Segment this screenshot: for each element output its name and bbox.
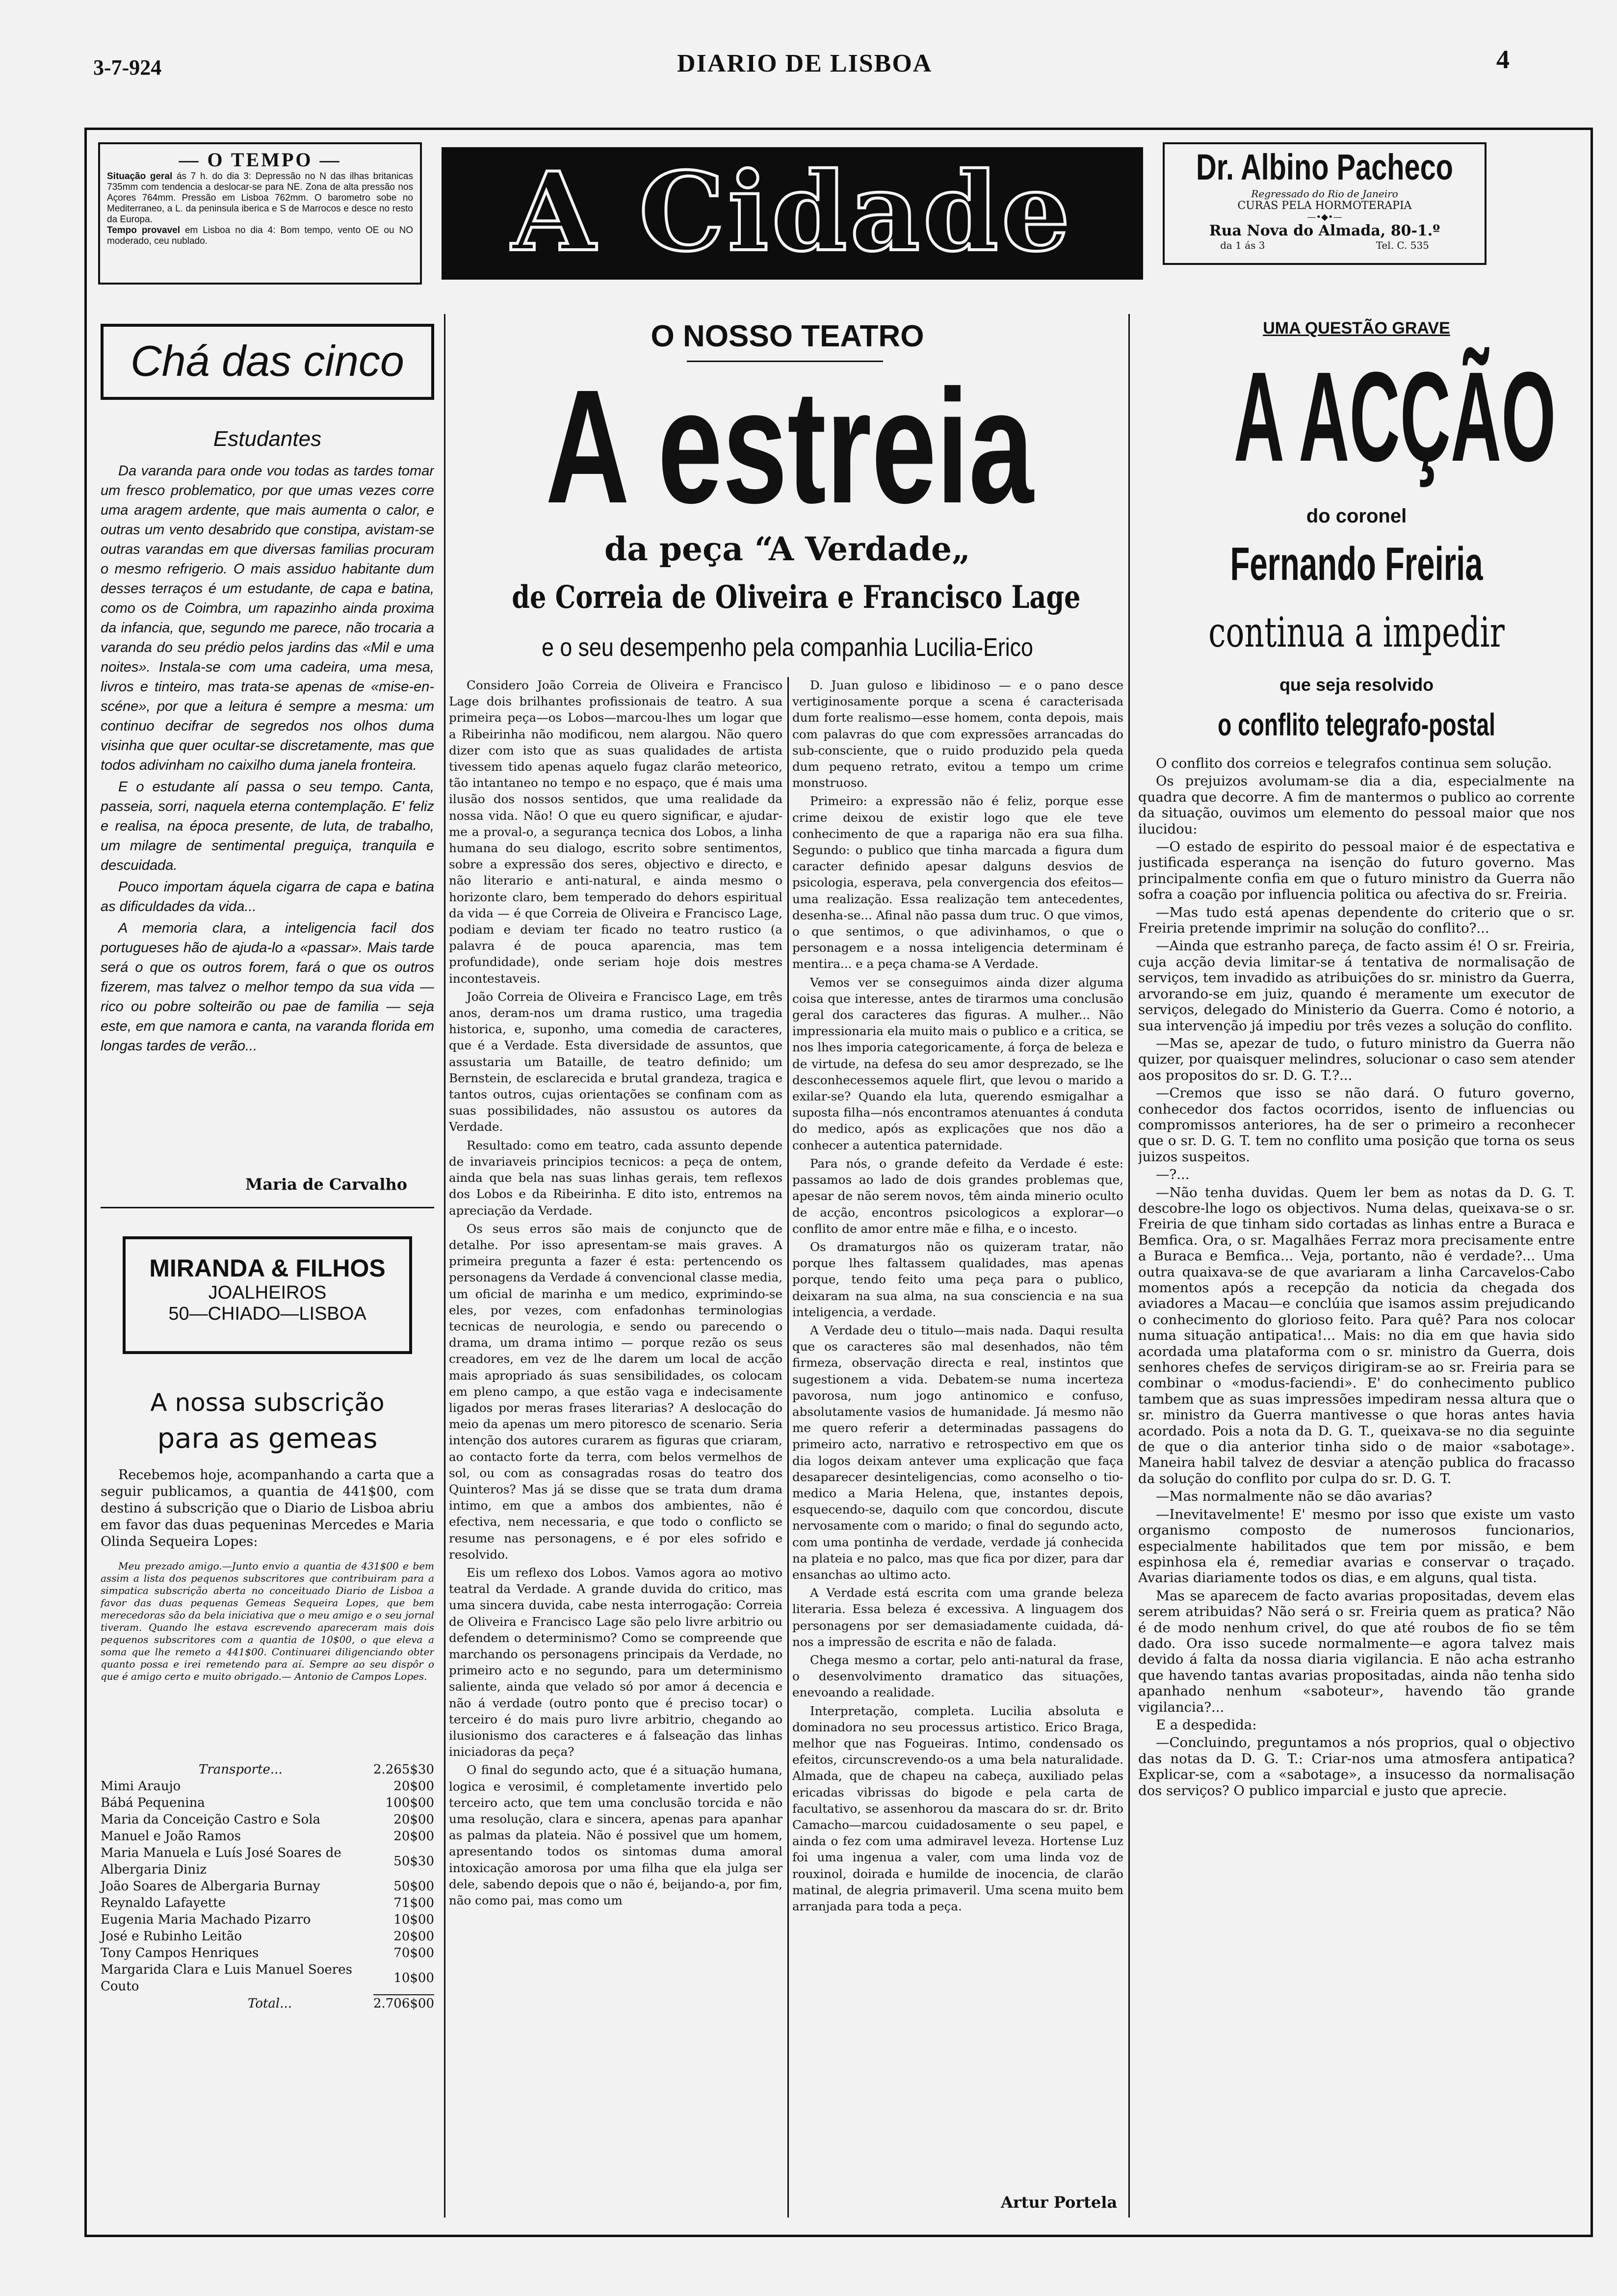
accao-paragraph: —Inevitavelmente! E' mesmo por isso que existe um vasto organismo composto de numerosos funcionarios, especialmente habilitados que tem por missão, e bem espinhosa ela é, remediar avarias e conservar o traçado. Avarias diariamente todos os dias, e em alguns, qual tista. [1138, 1506, 1575, 1586]
table-row: José e Rubinho Leitão 20$00 [101, 1929, 434, 1944]
accao-paragraph: —Cremos que isso se não dará. O futuro governo, conhecedor dos factos ocorridos, isento de influencias ou compromissos anteriores, ha de ser o primeiro a reconhecer que o sr. D. G. T. tem no conflito uma posição que torna os seus juizos suspeitos. [1138, 1085, 1575, 1165]
teatro-paragraph: Chega mesmo a cortar, pelo anti-natural da frase, o desenvolvimento dramatico das situações, enevoando a realidade. [792, 1652, 1123, 1700]
section-title: A Cidade [511, 148, 1073, 275]
weather-lead: Situação geral [107, 171, 173, 182]
teatro-deck3: e o seu desempenho pela companhia Lucilia-Erico [542, 633, 1033, 662]
teatro-headline: A estreia [545, 356, 1034, 537]
teatro-paragraph: Para nós, o grande defeito da Verdade é este: passamos ao lado de dois grandes problemas que, apesar de não serem novos, têm ainda minerio oculto de acção, encontros psicologicos a explorar—o conflito de amor entre mãe e filha, e o incesto. [792, 1156, 1123, 1236]
doctor-ad [1163, 142, 1487, 265]
subscricao-title1: A nossa subscrição [150, 1388, 385, 1417]
subscricao-intro [101, 1467, 434, 1552]
doctor-divider: —•◆•— [1307, 212, 1342, 222]
doctor-line1: Regressado do Rio de Janeiro [1251, 188, 1398, 200]
accao-kicker: UMA QUESTÃO GRAVE [1263, 319, 1450, 338]
accao-headline: A ACÇÃO [1233, 346, 1556, 488]
table-row: Eugenia Maria Machado Pizarro 10$00 [101, 1912, 434, 1927]
cha-divider [101, 1207, 434, 1208]
miranda-name: MIRANDA & FILHOS [149, 1254, 386, 1282]
table-row: Maria da Conceição Castro e Sola 20$00 [101, 1812, 434, 1827]
accao-paragraph: —Ainda que estranho pareça, de facto assim é! O sr. Freiria, cuja acção devia limitar-se á tentativa de normalisação de serviços, tem invadido as atribuições do sr. ministro da Guerra, arvorando-se em juiz, quando é meramente um executor de serviços, delegado do Ministerio da Guerra. Como é notorio, a sua intervenção já impediu por três vezes a solução do conflito. [1138, 938, 1575, 1034]
masthead: DIARIO DE LISBOA [677, 50, 933, 78]
teatro-paragraph: Primeiro: a expressão não é feliz, porque esse crime deixou de existir logo que ele teve conhecimento de que a rapariga não era sua filha. Segundo: o publico que tinha marcada a figura dum caracter definido apesar dalguns desvios de psicologia, esperava, pela convergencia dos efeitos—uma realização. Essa realização tem antecedentes, desenha-se... Afinal não passa dum truc. O que vimos, o que sentimos, o que adivinhamos, o que o personagem e a nossa inteligencia determinam é mentira... e a peça chama-se A Verdade. [792, 794, 1123, 971]
accao-paragraph: —Mas se, apezar de tudo, o futuro ministro da Guerra não quizer, por quaisquer melindres, solucionar o caso sem atender aos propositos do sr. D. G. T.?... [1138, 1035, 1575, 1083]
teatro-paragraph: Vemos ver se conseguimos ainda dizer alguma coisa que interesse, antes de tirarmos uma conclusão geral dos caracteres das figuras. A mulher... Não impressionaria ela muito mais o publico e a critica, se nos lhes imporia categoricamente, á força de beleza e de virtude, na defesa do seu amor desprezado, se lhe desconhecessemos aquele flirt, que levou o marido a exilar-se? Quando ela luta, querendo esmigalhar a suposta filha—nós encontramos atenuantes á conduta do medico, após as explicações que nos dão a conhecer a autentica paternidade. [792, 975, 1123, 1152]
weather-title: — O TEMPO — [179, 149, 341, 171]
accao-body [1138, 756, 1575, 2222]
cha-subtitle: Estudantes [213, 427, 322, 451]
weather-forecast: em Lisboa no dia 4: Bom tempo, vento OE ou NO moderado, ceu nublado. [107, 225, 413, 246]
teatro-paragraph: Considero João Correia de Oliveira e Francisco Lage dois brilhantes profissionais de teatro. A sua primeira peça—os Lobos—marcou-lhes um logar que a Ribeirinha não modificou, nem alargou. Não quero dizer com isto que as suas qualidades de artista tivessem tido apenas aquelo fugaz clarão meteorico, tão intantaneo no tempo e no espaço, que é mais uma ilusão dos nossos sentidos, que uma realidade da nossa vida. Não! O que eu quero significar, e ajudar-me a proval-o, a segurança tecnica dos Lobos, a linha humana do seu dialogo, escrito sobre sentimentos, sobre a expressão dos seres, objectivo e directo, e não literario e anti-natural, e ainda mesmo o horizonte claro, bem temperado do dehors espiritual da vida — é que Correia de Oliveira e Francisco Lage, podiam e deviam ter ficado no teatro rustico (a palavra é de pouca aparencia, mas tem profundidade), onde seriam hoje dois mestres incontestaveis. [449, 678, 782, 986]
column-rule-1 [444, 314, 445, 2218]
accao-paragraph: —Mas tudo está apenas dependente do criterio que o sr. Freiria pretende imprimir na solução do conflito?... [1138, 904, 1575, 937]
accao-deck4: que seja resolvido [1279, 675, 1434, 695]
table-row: Transporte... 2.265$30 [199, 1762, 434, 1777]
teatro-kicker: O NOSSO TEATRO [651, 319, 924, 353]
table-row: Total... 2.706$00 [101, 1995, 434, 2012]
accao-paragraph: —Concluindo, preguntamos a nós proprios, qual o objectivo das notas da D. G. T.: Criar-nos uma atmosfera antipatica? Explicar-se, com a «sabotage», a insucesso da normalisação dos serviços? O publico imparcial e justo que aprecie. [1138, 1735, 1575, 1799]
weather-forecast-lead: Tempo provavel [107, 225, 180, 235]
accao-deck2: Fernando Freiria [1230, 538, 1483, 590]
subscricao-title2: para as gemeas [157, 1423, 378, 1455]
teatro-paragraph: O final do segundo acto, que é a situação humana, logica e verosimil, é completamente invertido pelo terceiro acto, que tem uma conclusão torcida e não uma resolução, clara e sincera, apenas para apanhar as palmas da plateia. Não é possivel que um homem, apresentando todos os sintomas duma amoral intoxicação amorosa por uma filha que ela julga ser dele, sabendo depois que o não é, beijando-a, por fim, não como pai, mas como um [449, 1763, 782, 1908]
teatro-deck2: de Correia de Oliveira e Francisco Lage [512, 579, 1081, 616]
weather-box [98, 142, 422, 285]
table-row: João Soares de Albergaria Burnay 50$00 [101, 1879, 434, 1894]
accao-paragraph: E a despedida: [1156, 1717, 1257, 1733]
subscricao-list [101, 1761, 434, 2012]
teatro-paragraph: D. Juan guloso e libidinoso — e o pano desce vertiginosamente porque a scena é caracterisada dum forte realismo—esse homem, conta depois, mais com palavras do que com expressões arrancadas do sub-consciente, que o ruido produzido pela queda dum pequeno retrato, evitou a tempo um crime monstruoso. [792, 678, 1123, 790]
doctor-line2: CURAS PELA HORMOTERAPIA [1237, 200, 1412, 212]
table-row: Margarida Clara e Luis Manuel Soeres Couto 10$00 [101, 1962, 434, 1994]
column-rule-3 [787, 677, 789, 2218]
teatro-author: Artur Portela [1001, 2193, 1118, 2212]
teatro-paragraph: Resultado: como em teatro, cada assunto depende de invariaveis principios tecnicos: a peça de ontem, ainda que bela nas suas linhas gerais, tem reflexos dos Lobos e da Ribeirinha. E dito isto, entremos na apreciação da Verdade. [449, 1138, 782, 1218]
teatro-col2 [792, 677, 1123, 2188]
teatro-paragraph: Eis um reflexo dos Lobos. Vamos agora ao motivo teatral da Verdade. A grande duvida do critico, mas uma sincera duvida, cabe nesta interrogação: Correia de Oliveira e Francisco Lage são pelo livre arbitrio ou defendem o determinismo? Como se compreende que marchando os personagens principais da Verdade, no primeiro acto e no segundo, para um determinismo saliente, ainda que velado só por amor á decencia e não á verdade (outro ponto que é preciso tocar) o terceiro é do mais puro livre arbitrio, chegando ao ilusionismo dos caracteres e á falseação das linhas iniciadoras da peça? [449, 1565, 782, 1759]
cha-title: Chá das cinco [130, 337, 404, 385]
teatro-col1 [449, 677, 782, 2237]
accao-deck3: continua a impedir [1208, 608, 1505, 656]
accao-deck5: o conflito telegrafo-postal [1218, 707, 1495, 742]
table-row: Mimi Araujo 20$00 [101, 1779, 434, 1794]
table-row: Bábá Pequenina 100$00 [101, 1796, 434, 1810]
teatro-paragraph: A Verdade deu o titulo—mais nada. Daqui resulta que os caracteres são mal desenhados, não têm firmeza, observação directa e real, instintos que sugestionem a vida. Debatem-se numa incerteza pavorosa, num jogo antinomico e confuso, absolutamente vasios de humanidade. Já mesmo não me quero referir a determinadas passagens do primeiro acto, narrativo e retrospectivo em que os dia logos deixam antever uma explicação que faça desaparecer desinteligencias, como aconselho o tio-medico a Maria Helena, que, instantes depois, esquecendo-se, daquilo com que concordou, discute nervosamente com o marido; o final do segundo acto, com uma pontinha de verdade, verdade já conhecida na plateia e no palco, mas que fica por dizer, para dar ensanchas ao ultimo acto. [792, 1323, 1123, 1582]
doctor-hours-phone [1165, 239, 1485, 251]
accao-deck1: do coronel [1306, 505, 1407, 527]
page-number: 4 [1496, 45, 1510, 74]
cha-paragraph: Pouco importam áquela cigarra de capa e batina as dificuldades da vida... [101, 879, 434, 914]
miranda-ad [123, 1236, 412, 1354]
teatro-paragraph: João Correia de Oliveira e Francisco Lage, em três anos, deram-nos um drama rustico, uma tragedia historica, e, suponho, uma comedia de caracteres, que é a Verdade. Esta diversidade de assuntos, que assustaria um Bataille, de teatro definido; um Bernstein, de esclarecida e brutal grandeza, tragica e tantos outros, cujas orientações se confinam com as suas possibilidades, não assustou os autores da Verdade. [449, 989, 782, 1134]
cha-title-box [101, 324, 434, 400]
table-row: Maria Manuela e Luís José Soares de Albergaria Diniz 50$30 [101, 1846, 434, 1877]
doctor-phone: Tel. C. 535 [1376, 239, 1429, 251]
column-rule-2 [1128, 314, 1130, 2218]
subscricao-intro-text: Recebemos hoje, acompanhando a carta que a seguir publicamos, a quantia de 441$00, com destino á subscrição que o Diario de Lisboa abriu em favor das duas pequeninas Mercedes e Maria Olinda Sequeira Lopes: [101, 1467, 434, 1549]
subscricao-letter-text: Meu prezado amigo.—Junto envio a quantia de 431$00 e bem assim a lista dos pequenos subscritores que contribuiram para a simpatica subscrição aberta no conceituado Diario de Lisboa a favor das duas pequenas Gemeas Sequeira Lopes, que bem merecedoras são da bela iniciativa que o meu amigo e o seu jornal tiveram. Quando lhe estava escrevendo apareceram mais dois pequenos subscritores com a quantia de 10$00, o que eleva a soma que lhe remeto a 441$00. Continuarei diligenciando obter quanto possa e irei remetendo para aí. Sempre ao seu dispôr o que é amigo certo e muito obrigado.— Antonio de Campos Lopes. [101, 1560, 434, 1682]
section-banner [442, 147, 1143, 280]
teatro-paragraph: Os dramaturgos não os quizeram tratar, não porque lhes faltassem qualidades, mas apenas porque, tendo feito uma peça para o publico, deixaram na sua alma, na sua consciencia e na sua inteligencia, a verdade. [792, 1239, 1123, 1319]
cha-author: Maria de Carvalho [245, 1175, 408, 1194]
accao-paragraph: —O estado de espirito do pessoal maior é de espectativa e justificada esperança na isenção do futuro governo. Mas principalmente confia em que o futuro ministro da Guerra não sofra a coação por influencia politica ou afectiva do sr. Freiria. [1138, 839, 1575, 903]
accao-paragraph: —?... [1156, 1167, 1190, 1183]
doctor-name: Dr. Albino Pacheco [1196, 147, 1453, 187]
cha-paragraph: A memoria clara, a inteligencia facil dos portugueses hão de ajuda-lo a «passar». Mais tarde será o que os outros forem, fará o que os outros fizerem, mas talvez o melhor tempo da sua vida — rico ou pobre solteirão ou pae de familia — seja este, em que namora e canta, na varanda florida em longas tardes de verão... [101, 920, 434, 1054]
teatro-deck1: da peça “A Verdade„ [604, 530, 970, 568]
doctor-hours: da 1 ás 3 [1220, 239, 1265, 251]
teatro-paragraph: Interpretação, completa. Lucilia absoluta e dominadora no seu processus artistico. Erico Braga, melhor que nas Fogueiras. Intimo, condensado os efeitos, circunscrevendo-os a uma bela naturalidade. Almada, que de chapeu na cabeça, auxiliado pelas ericadas vibrissas do bigode e pela carta de facultativo, se assenhorou da mascara do sr. dr. Brito Camacho—marcou cuidadosamente o seu papel, e ainda o fez com uma admiravel leveza. Hortense Luz foi uma ingenua a valer, com uma linda voz de rouxinol, doirada e humilde de inocencia, de clarão matinal, de alegria primaveril. Uma scena muito bem arranjada para toda a peça. [792, 1703, 1123, 1914]
accao-paragraph: Os prejuizos avolumam-se dia a dia, especialmente na quadra que decorre. A fim de mantermos o publico ao corrente da situação, ouvimos um elemento do pessoal maior que nos ilucidou: [1138, 773, 1575, 837]
table-row: Tony Campos Henriques 70$00 [101, 1946, 434, 1960]
teatro-paragraph: Os seus erros são mais de conjuncto que de detalhe. Por isso apresentam-se mais graves. A primeira pregunta a fazer é esta: pertencendo os personagens da Verdade á convencional classe media, um oficial de marinha e um medico, exprimindo-se eles, por vezes, com enfadonhas terminologias tecnicas de neurologia, e sendo ou parecendo o drama, um drama intimo — porque rezão os seus creadores, em vez de lhe darem um local de acção mais apropriado ás suas sensibilidades, os colocam em pleno campo, a que estão vaga e indecisamente ligados por meras frases literarias? A deslocação do meio da apenas um mero pitoresco de scenario. Seria intenção dos autores curarem as figuras que criaram, ao contacto forte da terra, com belos vermelhos de sol, ou com as consagradas rosas do teatro dos Quinteros? Mas já se disse que se trata dum drama intimo, em que a ambos dos ambientes, não é efectiva, nem necessaria, e que todo o conflicto se resume nas personagens, e é por eles sofrido e resolvido. [449, 1221, 782, 1562]
weather-text [107, 171, 413, 247]
subscricao-table [101, 1761, 434, 2012]
accao-paragraph: O conflito dos correios e telegrafos continua sem solução. [1156, 756, 1552, 771]
doctor-address: Rua Nova do Almada, 80-1.º [1209, 222, 1440, 239]
miranda-line1: JOALHEIROS [208, 1282, 327, 1303]
subscricao-letter [101, 1560, 434, 1754]
miranda-line2: 50—CHIADO—LISBOA [168, 1304, 366, 1324]
accao-paragraph: —Mas normalmente não se dão avarias? [1156, 1488, 1433, 1505]
cha-paragraph: Da varanda para onde vou todas as tardes tomar um fresco problematico, por que umas vezes corre uma aragem ardente, que mais aumenta o calor, e outras um vento desabrido que constipa, avistam-se outras varandas em que diversas familias procuram o mesmo refrigerio. O mais assiduo habitante dum desses terraços é um estudante, de capa e batina, como os de Coimbra, um rapazinho ainda proxima da infancia, que, segundo me parece, não trocaria a varanda do seu prédio pelos jardins das «Mil e uma noites». Instala-se com uma cadeira, uma mesa, livros e tinteiro, mas trata-se apenas de «mise-en-scéne», por que a leitura é sempre a mesma: um continuo decifrar de segredos nos olhos duma visinha que quer ocultar-se discretamente, mas que todos adivinham no caixilho duma janela fronteira. [101, 463, 434, 773]
teatro-paragraph: A Verdade está escrita com uma grande beleza literaria. Essa beleza é excessiva. A linguagem dos personagens por ser demasiadamente cuidada, dá-nos a impressão de escrita e não de falada. [792, 1586, 1123, 1649]
issue-date: 3-7-924 [93, 55, 162, 79]
accao-paragraph: —Não tenha duvidas. Quem ler bem as notas da D. G. T. descobre-lhe logo os objectivos. Numa delas, queixava-se o sr. Freiria de que tinham sido cortadas as linhas entre a Buraca e Bemfica. Ora, o sr. Magalhães Ferraz mora precisamente entre a Buraca e Bemfica... Veja, portanto, não é verdade?... Uma outra quaixava-se de que avariaram a linha Carcavelos-Cabo momentos após a recepção da noticia da chegada dos aviadores a Macau—e conclúia que isamos assim prejudicando o conhecimento do glorioso feito. Para quê? Para nos colocar numa situação antipatica!... Mais: no dia em que havia sido acordada uma plataforma com o sr. ministro da Guerra, dois senhores chefes de serviços dirigiram-se ao sr. Freiria para se combinar o «modus-faciendi». E' do conhecimento publico tambem que as suas impressões impediram nessa altura que o sr. ministro da Guerra mantivesse o que horas antes havia acordado. Pois a nota da D. G. T., queixava-se no dia seguinte de que o dia anterior tinha sido o de maior «sabotage». Maneira habil talvez de desviar a atenção publica do fracasso da solução do conflito por culpa do sr. D. G. T. [1138, 1184, 1575, 1487]
cha-body [101, 461, 434, 1168]
cha-paragraph: E o estudante alí passa o seu tempo. Canta, passeia, sorri, naquela eterna contemplação. E' feliz e realisa, na época presente, de luta, de trabalho, um milagre de sentimental preguiça, tranquila e descuidada. [101, 779, 434, 873]
weather-body: ás 7 h. do dia 3: Depressão no N das ilhas britanicas 735mm com tendencia a deslocar-se para NE. Zona de alta pressão nos Açores 764mm. Pressão em Lisboa 762mm. O barometro sobe no Mediterraneo, a L. da peninsula iberica e S de Marrocos e desce no resto da Europa. [107, 171, 413, 225]
table-row: Manuel e João Ramos 20$00 [101, 1829, 434, 1844]
accao-paragraph: Mas se aparecem de facto avarias propositadas, devem elas serem atribuidas? Não será o sr. Freiria quem as pratica? Não é de modo nenhum crivel, do que até roubos de fio se têm dado. Ora isso sucede normalmente—e agora talvez mais devido á falta da nossa diaria vigilancia. E não acha estranho que havendo tantas avarias propositadas, ainda não tenha sido apanhado nenhum «saboteur», havendo tão grande vigilancia?... [1138, 1588, 1575, 1715]
table-row: Reynaldo Lafayette 71$00 [101, 1896, 434, 1910]
